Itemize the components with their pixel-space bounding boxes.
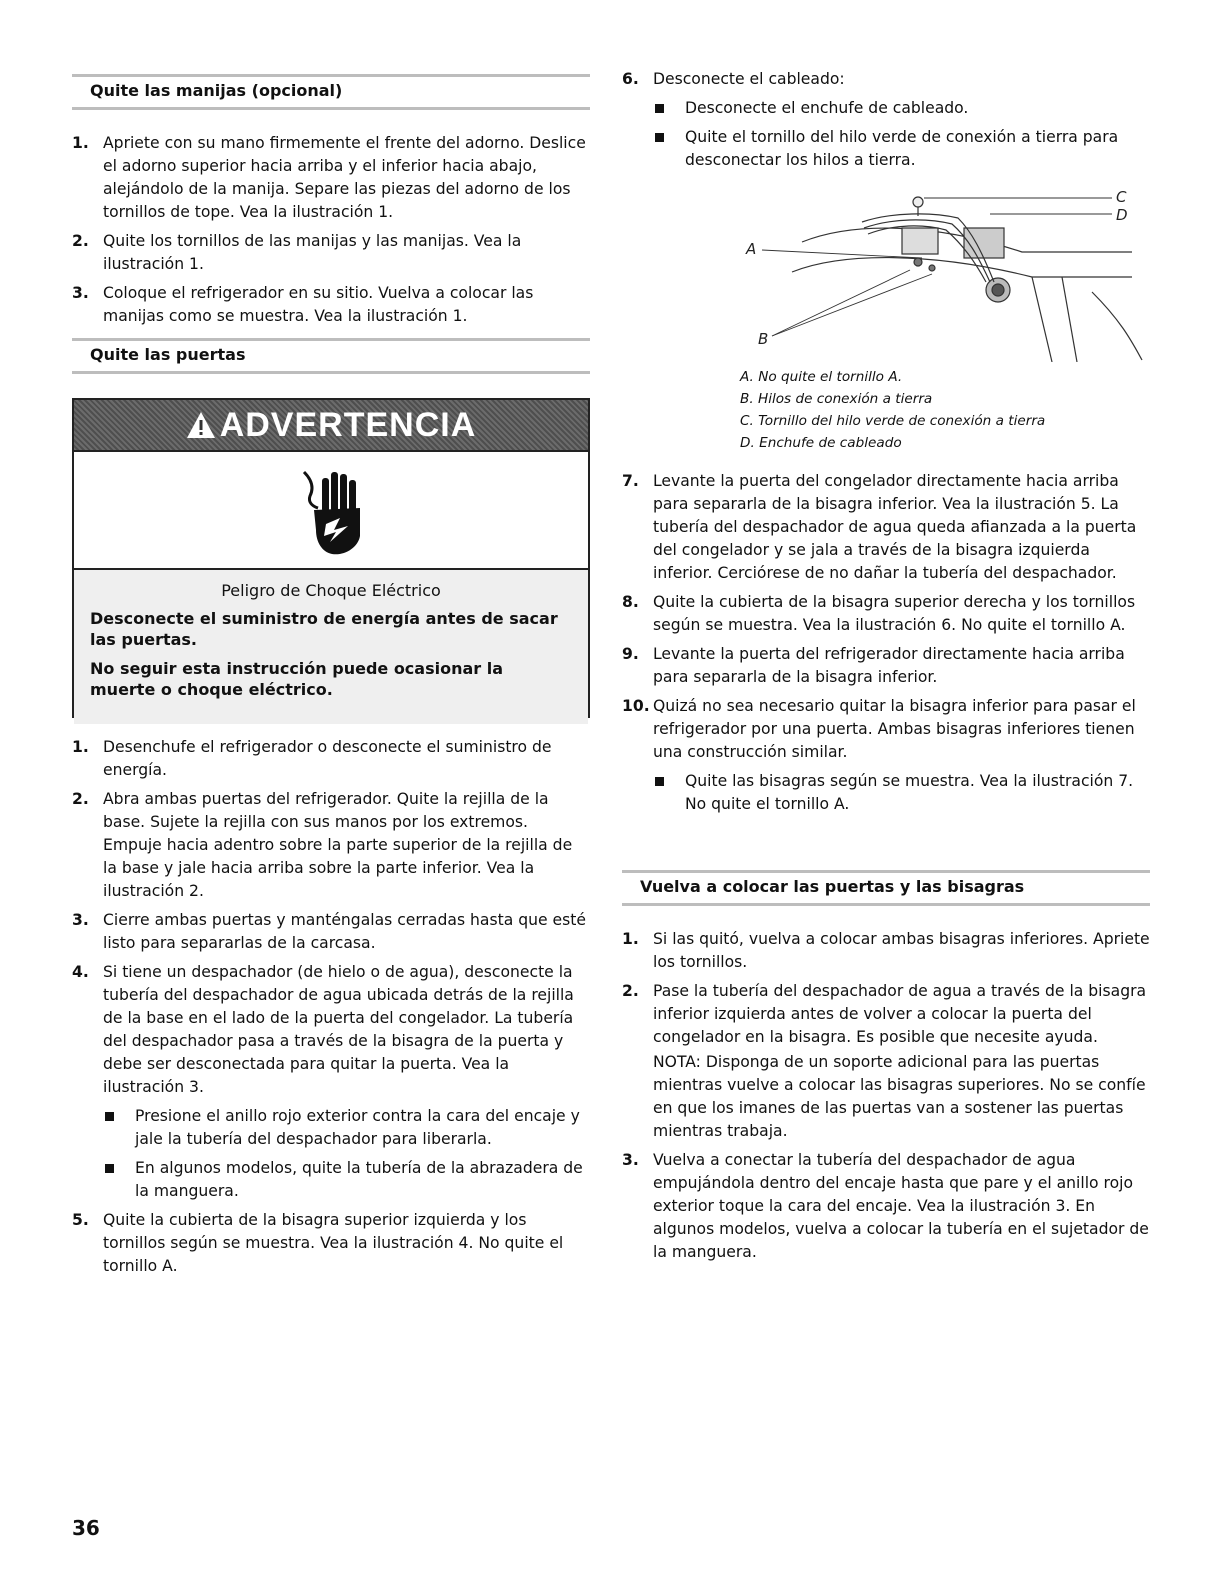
figure-legend <box>740 366 1045 454</box>
step-text: Quite la cubierta de la bisagra superior derecha y los tornillos según se muestra. Vea la ilustración 6. No quite el tornillo A. <box>653 593 1136 634</box>
step-number: 8. <box>622 593 639 611</box>
warning-title: ADVERTENCIA <box>219 406 477 444</box>
step-number: 3. <box>622 1151 639 1169</box>
step-number: 7. <box>622 472 639 490</box>
list-item <box>622 68 1150 172</box>
step-text: Levante la puerta del congelador directamente hacia arriba para separarla de la bisagra inferior. Vea la ilustración 5. La tubería del despachador de agua queda afianzada a la puerta del congelador y se jala a través de la bisagra izquierda inferior. Cerciórese de no dañar la tubería del despachador. <box>653 472 1137 582</box>
section-heading-replace-doors: Vuelva a colocar las puertas y las bisagras <box>622 870 1150 906</box>
bullet-item: En algunos modelos, quite la tubería de la abrazadera de la manguera. <box>103 1157 590 1203</box>
warning-box <box>72 398 590 718</box>
step-number: 10. <box>622 697 650 715</box>
warning-icon-area <box>74 452 588 570</box>
figure-label-a: A <box>746 240 757 258</box>
bullet-item: Presione el anillo rojo exterior contra la cara del encaje y jale la tubería del despachador para liberarla. <box>103 1105 590 1151</box>
bullet-list <box>653 770 1150 816</box>
section-heading-remove-doors: Quite las puertas <box>72 338 590 374</box>
figure-label-b: B <box>758 330 769 348</box>
warning-text <box>74 570 588 724</box>
list-item <box>72 909 590 955</box>
step-text: Desenchufe el refrigerador o desconecte el suministro de energía. <box>103 738 552 779</box>
list-item <box>622 928 1150 974</box>
step-number: 3. <box>72 284 89 302</box>
note-text: NOTA: Disponga de un soporte adicional para las puertas mientras vuelve a colocar las bisagras superiores. No se confíe en que los imanes de las puertas van a sostener las puertas mientras trabaja. <box>653 1053 1146 1140</box>
step-text: Si tiene un despachador (de hielo o de agua), desconecte la tubería del despachador de agua ubicada detrás de la rejilla de la base en el lado de la puerta del congelador. La tubería del despachador pasa a través de la bisagra de la puerta y debe ser desconectada para quitar la puerta. Vea la ilustración 3. <box>103 963 574 1096</box>
section-heading-remove-handles: Quite las manijas (opcional) <box>72 74 590 110</box>
step-text: Coloque el refrigerador en su sitio. Vuelva a colocar las manijas como se muestra. Vea la ilustración 1. <box>103 284 534 325</box>
list-item <box>622 591 1150 637</box>
warning-subtitle: Peligro de Choque Eléctrico <box>221 581 441 600</box>
legend-item: A. No quite el tornillo A. <box>740 369 903 385</box>
step-text: Quite los tornillos de las manijas y las manijas. Vea la ilustración 1. <box>103 232 522 273</box>
bullet-item: Desconecte el enchufe de cableado. <box>653 97 1150 120</box>
step-number: 2. <box>622 982 639 1000</box>
list-item <box>72 961 590 1203</box>
list-item <box>622 470 1150 585</box>
step-number: 2. <box>72 790 89 808</box>
door-steps <box>72 736 590 1284</box>
electric-shock-hand-icon <box>300 466 370 558</box>
bullet-item: Quite el tornillo del hilo verde de conexión a tierra para desconectar los hilos a tierra. <box>653 126 1150 172</box>
list-item <box>622 980 1150 1143</box>
step-number: 1. <box>72 134 89 152</box>
legend-item: D. Enchufe de cableado <box>740 435 902 451</box>
step-text: Quizá no sea necesario quitar la bisagra inferior para pasar el refrigerador por una puerta. Ambas bisagras inferiores tienen una construcción similar. <box>653 697 1136 761</box>
warning-banner <box>74 400 588 452</box>
figure-label-d: D <box>1116 206 1128 224</box>
step-text: Pase la tubería del despachador de agua a través de la bisagra inferior izquierda antes de volver a colocar la puerta del congelador en la bisagra. Es posible que necesite ayuda. <box>653 982 1147 1046</box>
wiring-step <box>622 68 1150 178</box>
step-text: Abra ambas puertas del refrigerador. Quite la rejilla de la base. Sujete la rejilla con sus manos por los extremos. Empuje hacia adentro sobre la parte superior de la rejilla de la base y jale hacia arriba sobre la parte inferior. Vea la ilustración 2. <box>103 790 573 900</box>
bullet-list <box>103 1105 590 1203</box>
handle-steps <box>72 132 590 334</box>
step-number: 5. <box>72 1211 89 1229</box>
warning-line-1: Desconecte el suministro de energía antes de sacar las puertas. <box>90 609 558 649</box>
bullet-list <box>653 97 1150 172</box>
step-text: Si las quitó, vuelva a colocar ambas bisagras inferiores. Apriete los tornillos. <box>653 930 1150 971</box>
list-item <box>72 736 590 782</box>
figure-label-c: C <box>1116 188 1127 206</box>
list-item <box>622 643 1150 689</box>
list-item <box>72 132 590 224</box>
step-number: 6. <box>622 70 639 88</box>
step-text: Desconecte el cableado: <box>653 70 845 88</box>
step-text: Vuelva a conectar la tubería del despachador de agua empujándola dentro del encaje hasta que pare y el anillo rojo exterior toque la cara del encaje. Vea la ilustración 3. En algunos modelos, vuelva a colocar la tubería en el sujetador de la manguera. <box>653 1151 1149 1261</box>
wiring-illustration <box>732 182 1152 362</box>
list-item <box>622 695 1150 816</box>
step-number: 9. <box>622 645 639 663</box>
page-number: 36 <box>72 1516 100 1540</box>
replace-steps <box>622 928 1150 1270</box>
step-text: Cierre ambas puertas y manténgalas cerradas hasta que esté listo para separarlas de la carcasa. <box>103 911 586 952</box>
step-number: 4. <box>72 963 89 981</box>
list-item <box>72 230 590 276</box>
list-item <box>72 1209 590 1278</box>
door-steps-continued <box>622 470 1150 822</box>
step-number: 2. <box>72 232 89 250</box>
step-number: 1. <box>72 738 89 756</box>
warning-line-2: No seguir esta instrucción puede ocasionar la muerte o choque eléctrico. <box>90 659 504 699</box>
step-number: 1. <box>622 930 639 948</box>
step-text: Levante la puerta del refrigerador directamente hacia arriba para separarla de la bisagra inferior. <box>653 645 1125 686</box>
legend-item: C. Tornillo del hilo verde de conexión a tierra <box>740 413 1046 429</box>
step-text: Quite la cubierta de la bisagra superior izquierda y los tornillos según se muestra. Vea la ilustración 4. No quite el tornillo A. <box>103 1211 564 1275</box>
list-item <box>622 1149 1150 1264</box>
warning-triangle-icon <box>186 411 216 439</box>
list-item <box>72 282 590 328</box>
legend-item: B. Hilos de conexión a tierra <box>740 391 933 407</box>
list-item <box>72 788 590 903</box>
bullet-item: Quite las bisagras según se muestra. Vea la ilustración 7. No quite el tornillo A. <box>653 770 1150 816</box>
step-number: 3. <box>72 911 89 929</box>
step-text: Apriete con su mano firmemente el frente del adorno. Deslice el adorno superior hacia arriba y el inferior hacia abajo, alejándolo de la manija. Separe las piezas del adorno de los tornillos de tope. Vea la ilustración 1. <box>103 134 586 221</box>
